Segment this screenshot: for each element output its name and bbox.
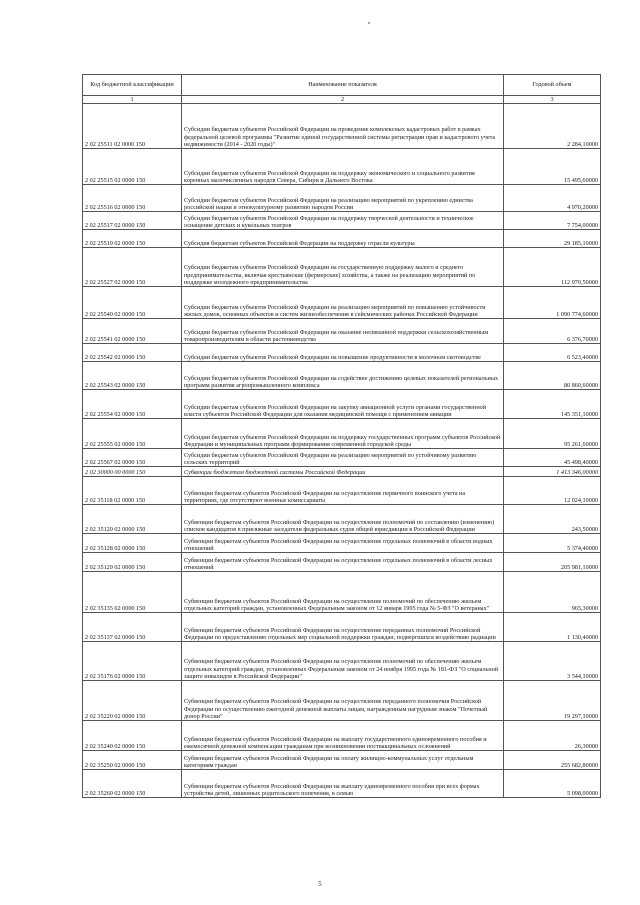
row-code: 2 02 35240 02 0000 150 (83, 721, 182, 751)
column-number-2: 2 (182, 96, 504, 104)
row-name: Субвенции бюджетам бюджетной системы Российской Федерации (182, 467, 504, 477)
row-code: 2 02 25540 02 0000 150 (83, 287, 182, 319)
row-code: 2 02 35135 02 0000 150 (83, 572, 182, 613)
row-name: Субсидии бюджетам субъектов Российской Федерации на содействие достижению целевых показателей региональных программ развития агропромышленного комплекса (182, 362, 504, 390)
row-value: 95 261,60000 (504, 419, 601, 449)
row-code: 2 02 25543 02 0000 150 (83, 362, 182, 390)
row-value: 19 297,10000 (504, 681, 601, 721)
table-row (83, 467, 601, 477)
row-code: 2 02 35220 02 0000 150 (83, 681, 182, 721)
row-name: Субвенции бюджетам субъектов Российской Федерации на выплату государственного единовременного пособия и ежемесячной денежной компенсации гражданам при возникновении поствакцинальных осложнений (182, 721, 504, 751)
row-value: 1 130,40000 (504, 613, 601, 642)
row-code: 2 02 35176 02 0000 150 (83, 642, 182, 681)
budget-table (82, 74, 601, 798)
row-name: Субсидии бюджетам субъектов Российской Федерации на закупку авиационной услуги органами государственной власти субъектов Российской Федерации для оказания медицинской помощи с применением авиации (182, 390, 504, 419)
table-row (83, 212, 601, 230)
row-value: 45 498,40000 (504, 449, 601, 467)
row-name: Субвенции бюджетам субъектов Российской Федерации на осуществление полномочий по обеспечению жильем отдельных категорий граждан, установленных Федеральным законом от 24 ноября 1995 года № 181-ФЗ "О социальной защите инвалидов в Российской Федерации" (182, 642, 504, 681)
row-code: 2 02 25511 02 0000 150 (83, 104, 182, 149)
row-code: 2 02 25555 02 0000 150 (83, 419, 182, 449)
row-code: 2 02 35128 02 0000 150 (83, 534, 182, 553)
row-value: 1 413 346,00000 (504, 467, 601, 477)
row-name: Субсидии бюджетам субъектов Российской Федерации на поддержку творческой деятельности и техническое оснащение детских и кукольных театров (182, 212, 504, 230)
row-value: 4 970,20000 (504, 185, 601, 212)
row-name: Субвенции бюджетам субъектов Российской Федерации на осуществление отдельных полномочий в области водных отношений (182, 534, 504, 553)
row-code: 2 02 35250 02 0000 150 (83, 751, 182, 770)
row-value: 26,30000 (504, 721, 601, 751)
row-value: 12 024,10000 (504, 477, 601, 505)
column-number-row (83, 96, 601, 104)
table-row (83, 104, 601, 149)
table-row (83, 505, 601, 534)
row-code: 2 02 35260 02 0000 150 (83, 770, 182, 798)
row-name: Субвенции бюджетам субъектов Российской Федерации на выплату единовременного пособия при всех формах устройства детей, лишенных родительского попечения, в семью (182, 770, 504, 798)
row-value: 5 374,40000 (504, 534, 601, 553)
row-name: Субвенции бюджетам субъектов Российской Федерации на осуществление полномочий по обеспечению жильем отдельных категорий граждан, установленных Федеральным законом от 12 января 1995 года № 5-ФЗ "О ветеранах" (182, 572, 504, 613)
table-row (83, 390, 601, 419)
table-row (83, 449, 601, 467)
row-name: Субсидии бюджетам субъектов Российской Федерации на проведение комплексных кадастровых работ в рамках федеральной целевой программы "Развитие единой государственной системы регистрации прав и кадастрового учета недвижимости (2014 - 2020 годы)" (182, 104, 504, 149)
table-row (83, 770, 601, 798)
row-value: 1 090 774,60000 (504, 287, 601, 319)
table-row (83, 287, 601, 319)
row-code: 2 02 25515 02 0000 150 (83, 149, 182, 185)
row-value: 5 098,00000 (504, 770, 601, 798)
row-code: 2 02 30000 00 0000 150 (83, 467, 182, 477)
table-row (83, 149, 601, 185)
page-number: 5 (318, 880, 322, 888)
row-code: 2 02 25527 02 0000 150 (83, 248, 182, 287)
row-name: Субвенции бюджетам субъектов Российской Федерации на осуществление полномочий по составлению (изменению) списков кандидатов в присяжные заседатели федеральных судов общей юрисдикции в Российской Федерации (182, 505, 504, 534)
table-row (83, 477, 601, 505)
header-name: Наименование показателя (182, 75, 504, 96)
row-name: Субсидии бюджетам субъектов Российской Федерации на оказание несвязанной поддержки сельскохозяйственным товаропроизводителям в области растениеводства (182, 319, 504, 344)
table-row (83, 751, 601, 770)
row-value: 6 523,40000 (504, 344, 601, 362)
table-row (83, 553, 601, 572)
table-row (83, 344, 601, 362)
row-name: Субвенции бюджетам субъектов Российской Федерации на оплату жилищно-коммунальных услуг отдельным категориям граждан (182, 751, 504, 770)
row-code: 2 02 35137 02 0000 150 (83, 613, 182, 642)
row-name: Субсидии бюджетам субъектов Российской Федерации на государственную поддержку малого и среднего предпринимательства, включая крестьянские (фермерские) хозяйства, а также на реализацию мероприятий по поддержке молодежного предпринимательства (182, 248, 504, 287)
table-row (83, 721, 601, 751)
table-row (83, 613, 601, 642)
row-name: Субсидии бюджетам субъектов Российской Федерации на реализацию мероприятий по укреплению единства российской нации и этнокультурному развитию народов России (182, 185, 504, 212)
table-row (83, 681, 601, 721)
table-header-row (83, 75, 601, 96)
header-code: Код бюджетной классификации (83, 75, 182, 96)
table-row (83, 248, 601, 287)
header-value: Годовой объем (504, 75, 601, 96)
row-value: 7 754,00000 (504, 212, 601, 230)
row-name: Субсидии бюджетам субъектов Российской Федерации на поддержку экономического и социального развития коренных малочисленных народов Севера, Сибири и Дальнего Востока (182, 149, 504, 185)
row-code: 2 02 25567 02 0000 150 (83, 449, 182, 467)
row-value: 6 376,70000 (504, 319, 601, 344)
row-code: 2 02 25554 02 0000 150 (83, 390, 182, 419)
row-name: Субсидии бюджетам субъектов Российской Федерации на повышение продуктивности в молочном скотоводстве (182, 344, 504, 362)
row-code: 2 02 25516 02 0000 150 (83, 185, 182, 212)
row-value: 80 860,60000 (504, 362, 601, 390)
table-row (83, 230, 601, 248)
row-code: 2 02 35120 02 0000 150 (83, 505, 182, 534)
table-row (83, 534, 601, 553)
row-name: Субвенции бюджетам субъектов Российской Федерации на осуществление отдельных полномочий в области лесных отношений (182, 553, 504, 572)
row-value: 965,30000 (504, 572, 601, 613)
row-name: Субвенции бюджетам субъектов Российской Федерации на осуществление первичного воинского учета на территориях, где отсутствуют военные комиссариаты (182, 477, 504, 505)
row-code: 2 02 25541 02 0000 150 (83, 319, 182, 344)
row-value: 3 544,10000 (504, 642, 601, 681)
row-code: 2 02 35129 02 0000 150 (83, 553, 182, 572)
row-name: Субсидии бюджетам субъектов Российской Федерации на реализацию мероприятий по повышению устойчивости жилых домов, основных объектов и систем жизнеобеспечения в сейсмических районах Российской Федерации (182, 287, 504, 319)
row-value: 29 185,10000 (504, 230, 601, 248)
column-number-1: 1 (83, 96, 182, 104)
table-row (83, 642, 601, 681)
row-value: 15 495,60000 (504, 149, 601, 185)
table-row (83, 362, 601, 390)
row-name: Субвенции бюджетам субъектов Российской Федерации на осуществление переданного полномочия Российской Федерации по осуществлению ежегодной денежной выплаты лицам, награжденным нагрудным знаком "Почетный донор России" (182, 681, 504, 721)
table-row (83, 572, 601, 613)
scan-speck (368, 22, 370, 24)
row-code: 2 02 25542 02 0000 150 (83, 344, 182, 362)
row-name: Субвенции бюджетам субъектов Российской Федерации на осуществление переданных полномочий Российской Федерации по предоставлению отдельных мер социальной поддержки граждан, подвергшихся воздействию радиации (182, 613, 504, 642)
table-row (83, 185, 601, 212)
row-code: 2 02 25517 02 0000 150 (83, 212, 182, 230)
row-name: Субсидия бюджетам субъектов Российской Федерации на поддержку отрасли культуры (182, 230, 504, 248)
row-value: 243,50000 (504, 505, 601, 534)
row-value: 112 970,50000 (504, 248, 601, 287)
table-row (83, 419, 601, 449)
row-code: 2 02 35118 02 0000 150 (83, 477, 182, 505)
column-number-3: 3 (504, 96, 601, 104)
row-code: 2 02 25519 02 0000 150 (83, 230, 182, 248)
row-name: Субсидии бюджетам субъектов Российской Федерации на реализацию мероприятий по устойчивому развитию сельских территорий (182, 449, 504, 467)
row-value: 145 351,10000 (504, 390, 601, 419)
row-value: 205 981,10000 (504, 553, 601, 572)
table-row (83, 319, 601, 344)
row-value: 2 284,10000 (504, 104, 601, 149)
row-name: Субсидии бюджетам субъектов Российской Федерации на поддержку государственных программ субъектов Российской Федерации и муниципальных программ формирования современной городской среды (182, 419, 504, 449)
row-value: 255 682,80000 (504, 751, 601, 770)
